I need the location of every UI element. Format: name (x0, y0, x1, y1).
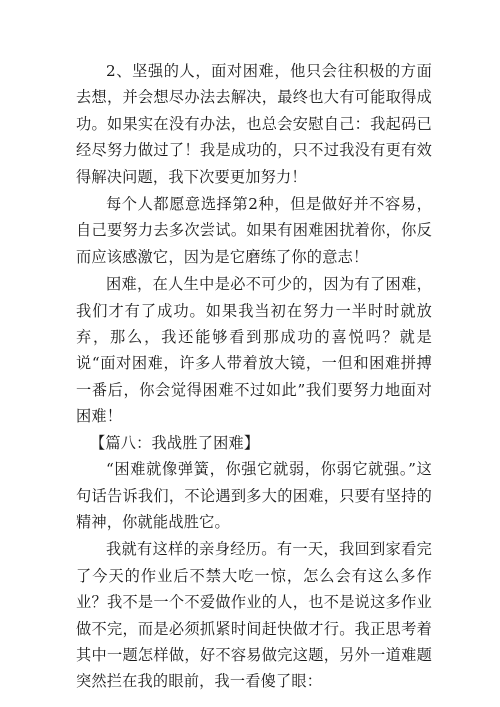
paragraph-3: 困难，在人生中是必不可少的，因为有了困难，我们才有了成功。如果我当初在努力一半时时就放弃，那么，我还能够看到那成功的喜悦吗？就是说“面对困难，许多人带着放大镜，一但和困难拼搏一番后，你会觉得困难不过如此”我们要努力地面对困难！ (76, 275, 432, 426)
section-heading: 【篇八：我战胜了困难】 (90, 433, 260, 452)
document-page (76, 58, 432, 695)
paragraph-2: 每个人都愿意选择第2种，但是做好并不容易，自己要努力去多次尝试。如果有困难困扰着你，你反而应该感激它，因为是它磨练了你的意志！ (76, 195, 432, 266)
paragraph-1: 2、坚强的人，面对困难，他只会往积极的方面去想，并会想尽办法去解决，最终也大有可能取得成功。如果实在没有办法，也总会安慰自己：我起码已经尽努力做过了！我是成功的，只不过我没有更有效得解决问题，我下次要更加努力！ (76, 62, 432, 186)
paragraph-5: 我就有这样的亲身经历。有一天，我回到家看完了今天的作业后不禁大吃一惊，怎么会有这么多作业？我不是一个不爱做作业的人，也不是说这多作业做不完，而是必须抓紧时间赶快做才行。我正思考着其中一题怎样做，好不容易做完这题，另外一道难题突然拦在我的眼前，我一看傻了眼： (76, 540, 432, 691)
paragraph-4: “困难就像弹簧，你强它就弱，你弱它就强。”这句话告诉我们，不论遇到多大的困难，只要有坚持的精神，你就能战胜它。 (76, 460, 432, 531)
